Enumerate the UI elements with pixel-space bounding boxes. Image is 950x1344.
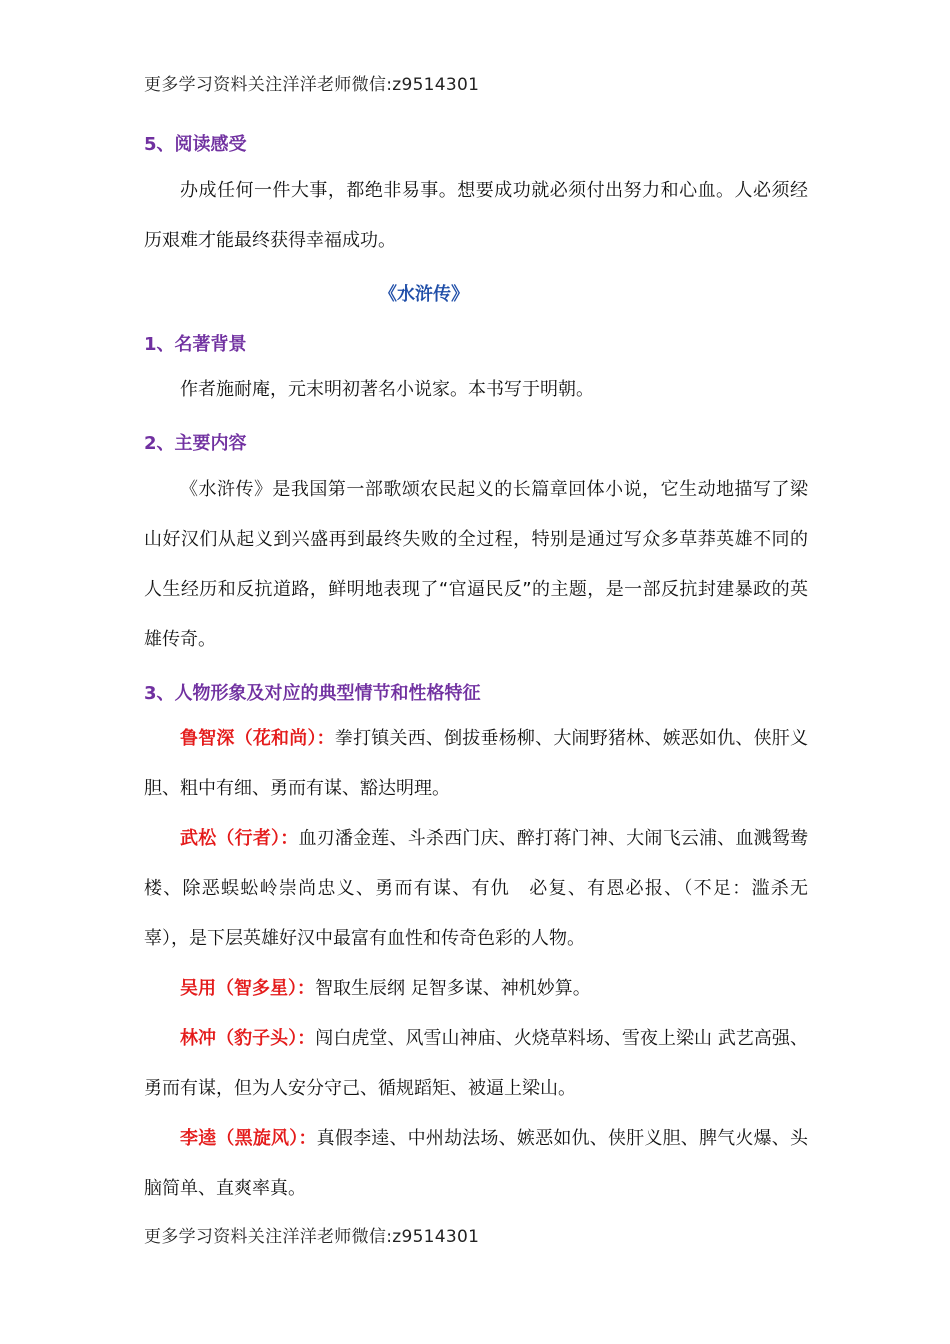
character-name: 林冲（豹子头）：	[180, 1028, 316, 1049]
character-entry	[144, 1014, 808, 1114]
character-description: 闯白虎堂、风雪山神庙、火烧草料场、雪夜上梁山 武艺高强、勇而有谋，但为人安分守己、循规蹈矩、被逼上梁山。	[144, 1028, 808, 1099]
character-name: 武松（行者）：	[180, 828, 299, 849]
page-header: 更多学习资料关注洋洋老师微信:z9514301	[144, 75, 480, 95]
section-5-paragraph: 办成任何一件大事，都绝非易事。想要成功就必须付出努力和心血。人必须经历艰难才能最终获得幸福成功。	[144, 180, 808, 251]
page-footer: 更多学习资料关注洋洋老师微信:z9514301	[144, 1227, 480, 1247]
character-description: 真假李逵、中州劫法场、嫉恶如仇、侠肝义胆、脾气火爆、头脑简单、直爽率真。	[144, 1128, 809, 1199]
character-description: 拳打镇关西、倒拔垂杨柳、大闹野猪林、嫉恶如仇、侠肝义胆、粗中有细、勇而有谋、豁达明理。	[144, 728, 809, 799]
character-name: 李逵（黑旋风）：	[180, 1128, 317, 1149]
character-name: 吴用（智多星）：	[180, 978, 315, 999]
section-2-title: 2、主要内容	[144, 433, 247, 454]
section-5-title: 5、阅读感受	[144, 134, 247, 155]
book-title: 《水浒传》	[379, 284, 469, 305]
character-name: 鲁智深（花和尚）：	[180, 728, 335, 749]
character-entry	[144, 964, 808, 1014]
character-description: 智取生辰纲 足智多谋、神机妙算。	[315, 978, 591, 999]
character-entry	[144, 1114, 808, 1214]
character-description: 血刃潘金莲、斗杀西门庆、醉打蒋门神、大闹飞云浦、血溅鸳鸯楼、除恶蜈蚣岭崇尚忠义、勇而有谋、有仇 必复、有恩必报、（不足：滥杀无辜），是下层英雄好汉中最富有血性和传奇色彩的人物。	[144, 828, 809, 949]
section-1-paragraph: 作者施耐庵，元末明初著名小说家。本书写于明朝。	[180, 379, 594, 400]
character-entry	[144, 714, 808, 814]
section-1-title: 1、名著背景	[144, 334, 247, 355]
character-entry	[144, 814, 808, 964]
section-2-paragraph: 《水浒传》是我国第一部歌颂农民起义的长篇章回体小说，它生动地描写了梁山好汉们从起义到兴盛再到最终失败的全过程，特别是通过写众多草莽英雄不同的人生经历和反抗道路，鲜明地表现了“官逼民反”的主题，是一部反抗封建暴政的英雄传奇。	[144, 479, 808, 650]
section-3-title: 3、人物形象及对应的典型情节和性格特征	[144, 683, 481, 704]
